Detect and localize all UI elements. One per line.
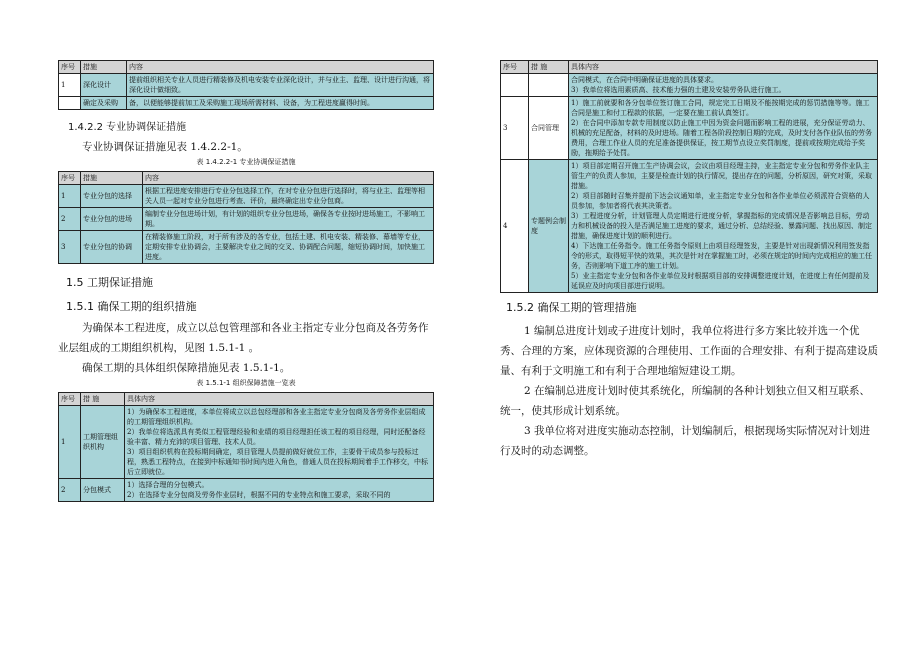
table-1422 bbox=[58, 171, 434, 264]
row-content: 编制专业分包进场计划，有计划的组织专业分包进场，确保各专业按时进场施工，不影响工期。 bbox=[143, 208, 434, 231]
content-item: 2）项目部随时召集并提前下达会议通知单，业主指定专业分包和各作业单位必须派符合资格的人员参加，参加者将代表其决策者。 bbox=[571, 192, 870, 210]
row-measure: 专题例会制度 bbox=[529, 160, 569, 293]
row-no: 1 bbox=[59, 406, 81, 479]
row-no: 3 bbox=[501, 97, 529, 160]
header-content: 具体内容 bbox=[569, 61, 878, 74]
right-column bbox=[500, 0, 878, 461]
content-item: 3）工程进度分析，计划管理人员定期进行进度分析，掌握指标的完成情况是否影响总目标，劳动力和机械设备的投入是否满足施工进度的要求，通过分析、总结经验、暴露问题、找出原因、制定措施，确保进度计划的顺利进行。 bbox=[571, 212, 872, 240]
table-row bbox=[501, 160, 878, 293]
paragraph-152-3: 3 我单位将对进度实施动态控制，计划编制后，根据现场实际情况对计划进行及时的动态调整。 bbox=[500, 425, 871, 457]
row-no: 1 bbox=[59, 74, 81, 97]
content-item: 1）施工前就要和各分包单位签订施工合同，规定完工日期及不能按期完成的惩罚措施等等。施工合同是施工和付工程款的依据，一定要在施工前认真签订。 bbox=[571, 99, 870, 117]
content-item: 2）在选择专业分包商及劳务作业层时，根据不同的专业特点和施工要求，采取不同的 bbox=[127, 491, 391, 499]
row-content bbox=[125, 406, 434, 479]
header-measure: 措 施 bbox=[529, 61, 569, 74]
row-measure: 专业分包的进场 bbox=[81, 208, 143, 231]
content-item: 1）项目部定期召开施工生产协调会议，会议由项目经理主持，业主指定专业分包和劳务作业队主管生产的负责人参加，主要是检查计划的执行情况，提出存在的问题，分析原因，研究对策，采取措施。 bbox=[571, 162, 872, 190]
row-measure: 确定及采购 bbox=[81, 97, 127, 110]
table-row bbox=[59, 185, 434, 208]
table-151 bbox=[58, 392, 434, 502]
row-content: 提前组织相关专业人员进行精装修及机电安装专业深化设计，并与业主、监理、设计进行沟通，将深化设计做细致。 bbox=[127, 74, 434, 97]
row-measure: 深化设计 bbox=[81, 74, 127, 97]
content-item: 2）我单位将选派具有类似工程管理经验和业绩的项目经理担任该工程的项目经理，同时还配备经验丰富、精力充沛的项目管理、技术人员。 bbox=[127, 428, 426, 446]
paragraph-1422: 专业协调保证措施见表 1.4.2.2-1。 bbox=[82, 141, 248, 153]
content-item: 1）为确保本工程进度，本单位将成立以总包经理部和各业主指定专业分包商及各劳务作业层组成的工期管理组织机构。 bbox=[127, 408, 426, 426]
header-measure: 措施 bbox=[81, 61, 127, 74]
table-header-row bbox=[59, 393, 434, 406]
row-content bbox=[569, 97, 878, 160]
left-column bbox=[58, 0, 434, 502]
header-content: 具体内容 bbox=[125, 393, 434, 406]
content-item: 2）在合同中添加专款专用制度以防止施工中因为资金问题而影响工程的进展，充分保证劳动力、机械的充足配备，材料的及时进场。随着工程各阶段控制日期的完成，及时支付各作业队伍的劳务费用，合理工作业人员的充足准备提供保证，按工期节点设立奖罚制度，提前或按期完成给予奖励，拖期给予处罚。 bbox=[571, 119, 872, 157]
header-no: 序号 bbox=[59, 61, 81, 74]
row-content: 备，以便能够提前加工及采购施工现场所需材料、设备，为工程进度赢得时间。 bbox=[127, 97, 434, 110]
table-caption-1422: 表 1.4.2.2-1 专业协调保证措施 bbox=[196, 158, 296, 166]
table-row bbox=[59, 479, 434, 502]
row-content bbox=[569, 74, 878, 97]
table-header-row bbox=[501, 61, 878, 74]
table-header-row bbox=[59, 61, 434, 74]
table-top bbox=[58, 60, 434, 110]
section-heading-15: 1.5 工期保证措施 bbox=[66, 276, 153, 289]
section-heading-1422: 1.4.2.2 专业协调保证措施 bbox=[68, 122, 187, 133]
paragraph-151-a: 为确保本工程进度，成立以总包管理部和各业主指定专业分包商及各劳务作业层组成的工期组织机构，见图 1.5.1-1 。 bbox=[58, 322, 429, 354]
row-content: 根据工程进度安排进行专业分包选择工作，在对专业分包进行选择时，将与业主、监理等相关人员一起对专业分包进行考查、评价，最终确定出专业分包商。 bbox=[143, 185, 434, 208]
paragraph-152-1: 1 编制总进度计划或子进度计划时，我单位将进行多方案比较并选一个优秀、合理的方案，应体现资源的合理使用、工作面的合理安排、有利于提高建设质量、有利于文明施工和有利于合理地缩短建设工期。 bbox=[500, 325, 878, 377]
row-no bbox=[501, 74, 529, 97]
content-item: 5）业主指定专业分包和各作业单位及时根据项目部的安排调整进度计划，在进度上有任何提前及延误应及时向项目部进行说明。 bbox=[571, 272, 870, 290]
row-content bbox=[569, 160, 878, 293]
row-content bbox=[125, 479, 434, 502]
content-item: 合同模式，在合同中明确保证进度的具体要求。 bbox=[571, 76, 718, 84]
table-row bbox=[501, 97, 878, 160]
content-item: 4）下达施工任务指令。施工任务指令原则上由项目经理签发，主要是针对出现新情况利用签发指令的形式，取得短平快的效果，其次是针对在掌握施工时，必须在规定的时间内完成相应的施工任务，否则影响下道工序的施工计划。 bbox=[571, 242, 872, 270]
header-content: 内容 bbox=[143, 172, 434, 185]
section-heading-152: 1.5.2 确保工期的管理措施 bbox=[506, 301, 637, 314]
table-row bbox=[59, 208, 434, 231]
row-no bbox=[59, 97, 81, 110]
content-item: 3）项目组织机构在投标期间确定，项目管理人员提前做好就位工作，主要骨干成员参与投标过程，熟悉工程特点，在接到中标通知书时间内进入角色，普通人员在投标期间着手工作移交，中标后立即就位。 bbox=[127, 448, 428, 476]
row-measure: 分包模式 bbox=[81, 479, 125, 502]
table-header-row bbox=[59, 172, 434, 185]
header-no: 序号 bbox=[59, 393, 81, 406]
table-row bbox=[59, 74, 434, 97]
paragraph-151-b: 确保工期的具体组织保障措施见表 1.5.1-1。 bbox=[82, 362, 291, 374]
section-heading-151: 1.5.1 确保工期的组织措施 bbox=[66, 300, 197, 313]
row-content: 在精装修施工阶段，对于所有涉及的各专业，包括土建、机电安装、精装修、幕墙等专业，定期安排专业协调会，主要解决专业之间的交叉、协调配合问题，缩短协调时间，加快施工进度。 bbox=[143, 231, 434, 264]
header-no: 序号 bbox=[501, 61, 529, 74]
row-no: 3 bbox=[59, 231, 81, 264]
row-measure: 专业分包的选择 bbox=[81, 185, 143, 208]
table-caption-151: 表 1.5.1-1 组织保障措施一览表 bbox=[196, 379, 296, 387]
row-no: 2 bbox=[59, 208, 81, 231]
table-row bbox=[59, 231, 434, 264]
row-no: 4 bbox=[501, 160, 529, 293]
table-continued bbox=[500, 60, 878, 293]
row-no: 2 bbox=[59, 479, 81, 502]
row-measure bbox=[529, 74, 569, 97]
table-row bbox=[501, 74, 878, 97]
header-content: 内容 bbox=[127, 61, 434, 74]
row-measure: 合同管理 bbox=[529, 97, 569, 160]
table-row bbox=[59, 406, 434, 479]
content-item: 3）我单位将选用素质高、技术能力强的土建及安装劳务队进行施工。 bbox=[571, 86, 786, 94]
header-measure: 措 施 bbox=[81, 393, 125, 406]
paragraph-152-2: 2 在编制总进度计划时使其系统化，所编制的各种计划独立但又相互联系、统一，使其形成计划系统。 bbox=[500, 385, 871, 417]
row-measure: 工期管理组织机构 bbox=[81, 406, 125, 479]
table-row bbox=[59, 97, 434, 110]
header-measure: 措施 bbox=[81, 172, 143, 185]
content-item: 1）选择合理的分包模式。 bbox=[127, 481, 209, 489]
row-measure: 专业分包的协调 bbox=[81, 231, 143, 264]
header-no: 序号 bbox=[59, 172, 81, 185]
row-no: 1 bbox=[59, 185, 81, 208]
